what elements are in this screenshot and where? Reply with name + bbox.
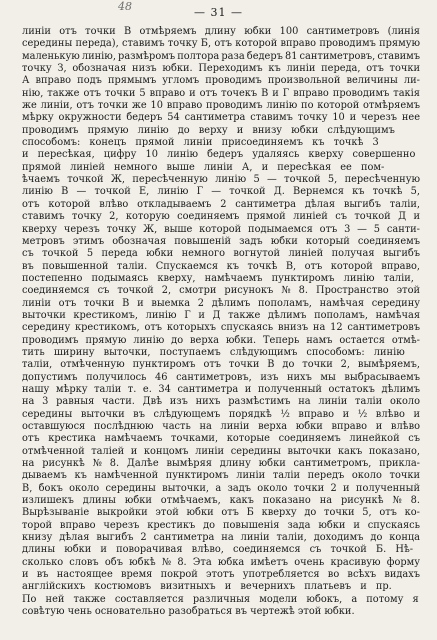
pencil-annotation: 48	[118, 0, 132, 13]
text-line: книзу дѣлая выгибъ 2 сантиметра на линiи талiи, доходимъ до конца	[22, 532, 420, 544]
text-line: дываемъ къ намѣченной пунктиромъ линiи талiи передъ около точки	[22, 470, 420, 482]
text-line: съ точкой 5 переда юбки немного вогнутой линiей получая выгибъ	[22, 248, 420, 260]
text-line: соединяемся съ точкой 2, смотри рисунокъ № 8. Пространство этой	[22, 285, 420, 297]
text-line: проводимъ прямую линiю до верху и внизу юбки слѣдующимъ	[22, 124, 395, 136]
text-line: линiю В — точкой Е, линiю Г — точкой Д. Вернемся къ точкѣ 5,	[22, 186, 420, 198]
text-line: отмѣченной талiей и концомъ линiи середины выточки какъ показано,	[22, 445, 420, 457]
text-line: же линiи, отъ точки же 10 вправо проводимъ линiю по которой отмѣряемъ	[22, 100, 420, 112]
text-line: совѣтую чень основательно разобраться въ чертежѣ этой юбки.	[22, 606, 355, 618]
text-line: и въ настоящее время покрой этотъ употребляется во всѣхъ видахъ	[22, 569, 420, 581]
text-line: нiю, также отъ точки 5 вправо и отъ точекъ В и Г вправо проводимъ такiя	[22, 87, 420, 99]
text-line: на рисункѣ № 8. Далѣе вымѣряя длину юбки сантиметромъ, прикла-	[22, 458, 420, 470]
body-text	[22, 26, 420, 619]
text-line: середины выточки въ слѣдующемъ порядкѣ ½ вправо и ½ влѣво и	[22, 408, 420, 420]
text-line: линiи отъ точки В и выемка 2 дѣлимъ пополамъ, намѣчая середину	[22, 297, 420, 309]
text-line: кверху черезъ точку Ж, выше которой подымаемся отъ 3 — 5 санти-	[22, 223, 420, 235]
text-line: торой вправо черезъ крестикъ до повышенiя зада юбки и спускаясь	[22, 519, 420, 531]
text-line: ѣчаемъ точкой Ж, пересѣченную линiю 5 — точкой 5, пересѣченную	[22, 174, 420, 186]
text-line: А вправо подъ прямымъ угломъ проводимъ произвольной величины ли-	[22, 75, 420, 87]
text-line: середину крестикомъ, отъ которыхъ спускаясь внизъ на 12 сантиметровъ	[22, 322, 420, 334]
text-line: середины переда), ставимъ точку Б, отъ которой вправо проводимъ прямую	[22, 38, 420, 50]
text-line: мѣрку окружности бедеръ 54 сантиметра ставимъ точку 10 и черезъ нее	[22, 112, 420, 124]
text-line: маленькую линiю, размѣромъ полтора раза бедеръ 81 сантиметровъ, ставимъ	[22, 50, 420, 62]
page-header	[0, 6, 437, 19]
text-line: точку З, обозначая низъ юбки. Переходимъ къ линiи переда, отъ точки	[22, 63, 420, 75]
text-line: отъ которой влѣво откладываемъ 2 сантиметра дѣлая выгибъ талiи,	[22, 198, 420, 210]
text-line: тить ширину выточки, поступаемъ слѣдующимъ способомъ: линiю	[22, 346, 405, 358]
text-line: оставшуюся послѣднюю часть на линiи верха юбки вправо и влѣво	[22, 421, 420, 432]
text-line: талiи, отмѣченную пунктиромъ отъ точки В до точки 2, вымѣряемъ,	[22, 359, 420, 371]
text-line: длины юбки и поворачивая влѣво, соединяемся съ точкой Б. Нѣ-	[22, 544, 414, 556]
text-line: на 3 равныя части. Двѣ изъ нихъ размѣстимъ на линiи талiи около	[22, 396, 420, 408]
text-line: излишекъ длины юбки отмѣчаемъ, какъ показано на рисункѣ № 8.	[22, 495, 420, 507]
text-line: прямой линiей немного выше линiи А, и пересѣкая ее пом-	[22, 161, 385, 173]
text-line: проводимъ прямую линiю до верха юбки. Теперь намъ остается отмѣ-	[22, 334, 420, 346]
text-line: допустимъ получилось 46 сантиметровъ, изъ нихъ мы выбрасываемъ	[22, 371, 420, 383]
text-line: отъ крестика намѣчаемъ точками, которые соединяемъ линейкой съ	[22, 433, 420, 445]
text-line: и пересѣкая, цифру 10 линiю бедеръ удаляясь кверху совершенно	[22, 149, 416, 161]
text-line: нашу мѣрку талiи т. е. 34 сантиметра и полученный остатокъ дѣлимъ	[22, 383, 420, 395]
text-line: постепенно подымаясь кверху, намѣчаемъ пунктиромъ линiю талiи,	[22, 272, 414, 284]
text-line: въ повышенной талiи. Спускаемся къ точкѣ В, отъ которой вправо,	[22, 260, 420, 272]
text-line: По ней также составляется различныя модели юбокъ, а потому я	[22, 593, 419, 605]
text-line: сколько словъ объ юбкѣ № 8. Эта юбка имѣетъ очень красивую форму	[22, 556, 420, 568]
text-line: В, бокъ около середины выточки, а задъ около точки 2 и полученный	[22, 482, 420, 494]
page-number: — 31 —	[194, 6, 243, 19]
text-line: способомъ: конецъ прямой линiи присоединяемъ къ точкѣ 3	[22, 137, 379, 149]
text-line: Вырѣзываніе выкройки этой юбки отъ Б кверху до точки 5, отъ ко-	[22, 507, 420, 519]
text-line: ставимъ точку 2, которую соединяемъ прямой линiей съ точкой Д и	[22, 211, 420, 223]
text-line: метровъ этимъ обозначая повышенiй задъ юбки который соединяемъ	[22, 235, 420, 247]
text-line: линiи отъ точки В отмѣряемъ длину юбки 100 сантиметровъ (линiя	[22, 26, 420, 37]
text-line: выточки крестикомъ, линiю Г и Д также дѣлимъ пополамъ, намѣчая	[22, 309, 420, 321]
text-line: англiйскихъ костюмовъ визитныхъ и вечернихъ платьевъ и пр.	[22, 581, 392, 593]
